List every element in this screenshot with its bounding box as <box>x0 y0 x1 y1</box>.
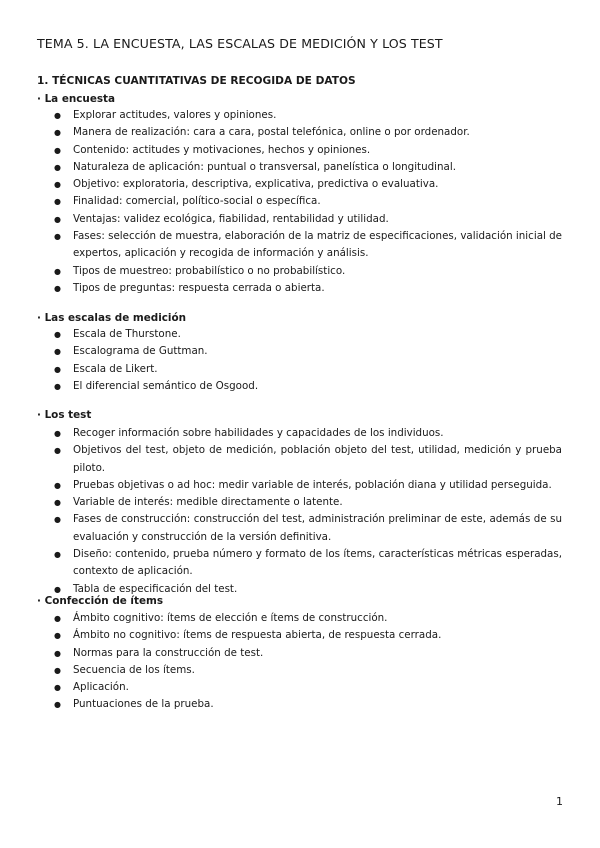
list-item: ● Objetivo: exploratoria, descriptiva, explicativa, predictiva o evaluativa. <box>37 176 562 193</box>
list-item: ● Puntuaciones de la prueba. <box>37 696 562 713</box>
list-item: ● Recoger información sobre habilidades y capacidades de los individuos. <box>37 425 562 442</box>
list-item: ● Variable de interés: medible directamente o latente. <box>37 494 562 511</box>
list-item: ● Objetivos del test, objeto de medición, población objeto del test, utilidad, medición y prueba piloto. <box>37 442 562 477</box>
list-item: ● Tabla de especificación del test. <box>37 581 562 598</box>
list-item: ● Pruebas objetivas o ad hoc: medir variable de interés, población diana y utilidad perseguida. <box>37 477 562 494</box>
section-title: 1. TÉCNICAS CUANTITATIVAS DE RECOGIDA DE DATOS <box>37 75 356 87</box>
list-item: ● Tipos de preguntas: respuesta cerrada o abierta. <box>37 280 562 297</box>
list-item: ● Ámbito cognitivo: ítems de elección e ítems de construcción. <box>37 610 562 627</box>
subheading-test: · Los test <box>37 409 92 421</box>
list-item: ● Escalograma de Guttman. <box>37 343 562 360</box>
document-title: TEMA 5. LA ENCUESTA, LAS ESCALAS DE MEDICIÓN Y LOS TEST <box>37 36 443 51</box>
list-item: ● Ventajas: validez ecológica, fiabilidad, rentabilidad y utilidad. <box>37 211 562 228</box>
subheading-confeccion: · Confección de ítems <box>37 595 164 607</box>
subheading-escalas: · Las escalas de medición <box>37 312 187 324</box>
list-item: ● Secuencia de los ítems. <box>37 662 562 679</box>
list-item: ● Escala de Thurstone. <box>37 326 562 343</box>
list-test <box>37 425 562 598</box>
list-item: ● Fases de construcción: construcción del test, administración preliminar de este, además de su evaluación y construcción de la versión definitiva. <box>37 511 562 546</box>
list-item: ● Tipos de muestreo: probabilístico o no probabilístico. <box>37 263 562 280</box>
page-number: 1 <box>556 795 563 808</box>
list-item: ● Normas para la construcción de test. <box>37 645 562 662</box>
list-item: ● Finalidad: comercial, político-social o específica. <box>37 193 562 210</box>
list-item: ● Manera de realización: cara a cara, postal telefónica, online o por ordenador. <box>37 124 562 141</box>
list-item: ● Fases: selección de muestra, elaboración de la matriz de especificaciones, validación inicial de expertos, aplicación y recogida de información y análisis. <box>37 228 562 263</box>
list-item: ● Contenido: actitudes y motivaciones, hechos y opiniones. <box>37 142 562 159</box>
list-item: ● Explorar actitudes, valores y opiniones. <box>37 107 562 124</box>
subheading-encuesta: · La encuesta <box>37 93 116 105</box>
list-item: ● Ámbito no cognitivo: ítems de respuesta abierta, de respuesta cerrada. <box>37 627 562 644</box>
list-item: ● Diseño: contenido, prueba número y formato de los ítems, características métricas esperadas, contexto de aplicación. <box>37 546 562 581</box>
list-escalas <box>37 326 562 395</box>
list-encuesta <box>37 107 562 297</box>
list-item: ● Naturaleza de aplicación: puntual o transversal, panelística o longitudinal. <box>37 159 562 176</box>
list-confeccion <box>37 610 562 714</box>
list-item: ● Escala de Likert. <box>37 361 562 378</box>
list-item: ● Aplicación. <box>37 679 562 696</box>
list-item: ● El diferencial semántico de Osgood. <box>37 378 562 395</box>
